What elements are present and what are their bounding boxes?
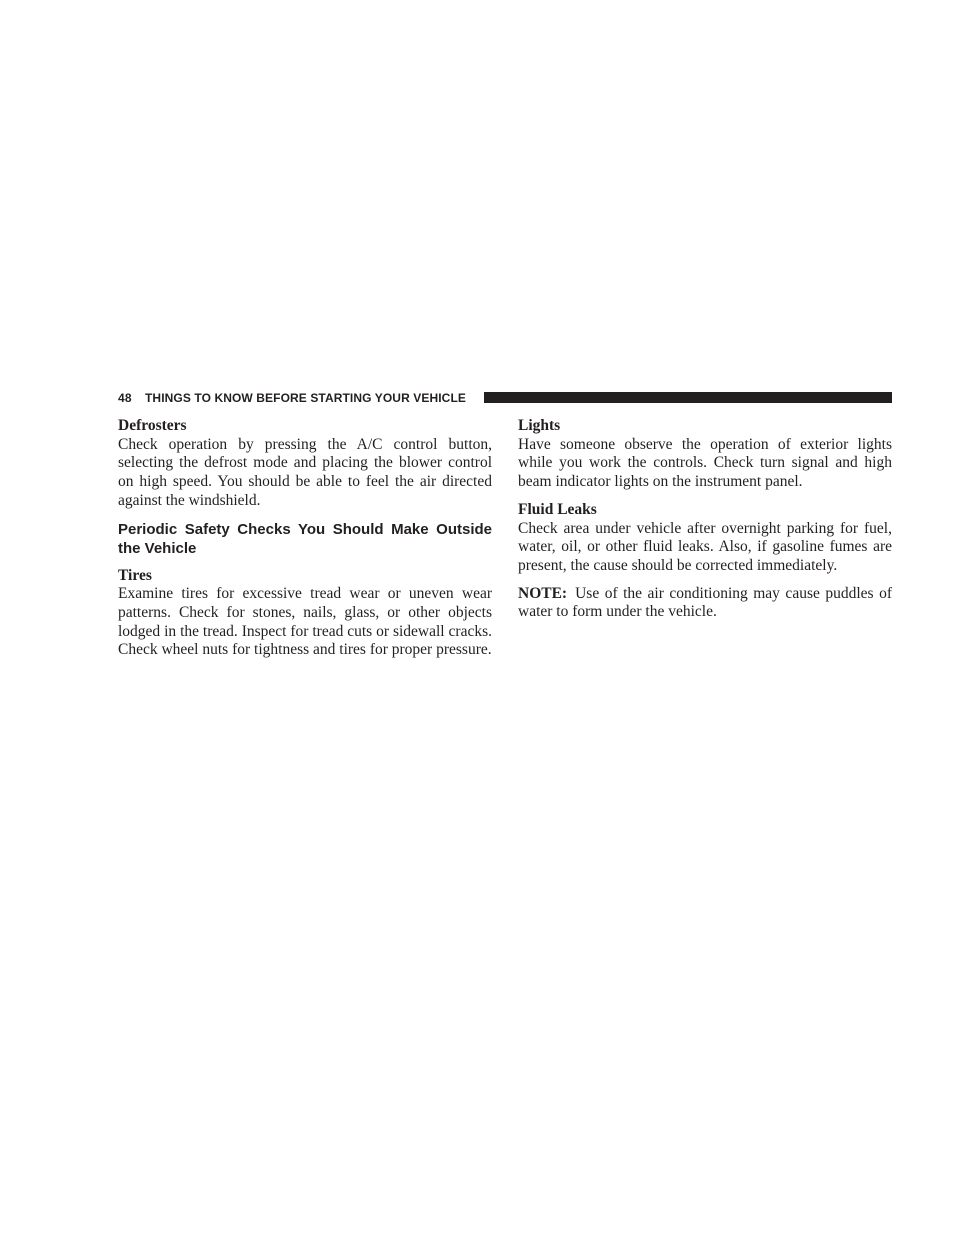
fluid-leaks-section <box>518 501 892 576</box>
note-paragraph <box>518 585 892 622</box>
defrosters-section <box>118 417 492 511</box>
defrosters-title: Defrosters <box>118 417 187 434</box>
lights-body: Have someone observe the operation of exterior lights while you work the controls. Check turn signal and high beam indicator lights on the instrument panel. <box>518 435 892 491</box>
right-column <box>518 417 892 622</box>
tires-body: Examine tires for excessive tread wear or uneven wear patterns. Check for stones, nails, glass, or other objects lodged in the tread. Inspect for tread cuts or sidewall cracks. Check wheel nuts for tightness and tires for proper pressure. <box>118 585 492 659</box>
page-header <box>118 389 892 407</box>
fluid-leaks-title: Fluid Leaks <box>518 500 597 518</box>
defrosters-body: Check operation by pressing the A/C control button, selecting the defrost mode and placing the blower control on high speed. You should be able to feel the air directed against the windshield. <box>118 435 492 509</box>
lights-title: Lights <box>518 417 561 434</box>
lights-section <box>518 417 892 492</box>
fluid-leaks-body: Check area under vehicle after overnight parking for fuel, water, oil, or other fluid leaks. Also, if gasoline fumes are present, the cause should be corrected immediately. <box>518 519 892 574</box>
section-title: THINGS TO KNOW BEFORE STARTING YOUR VEHICLE <box>145 391 466 405</box>
header-rule-bar <box>484 392 892 403</box>
periodic-safety-heading: Periodic Safety Checks You Should Make Outside the Vehicle <box>118 520 492 557</box>
note-body: Use of the air conditioning may cause puddles of water to form under the vehicle. <box>518 584 892 621</box>
left-column <box>118 417 492 669</box>
note-label: NOTE: <box>518 584 568 602</box>
page-number: 48 <box>118 391 132 405</box>
tires-title: Tires <box>118 566 152 584</box>
tires-section <box>118 567 492 661</box>
